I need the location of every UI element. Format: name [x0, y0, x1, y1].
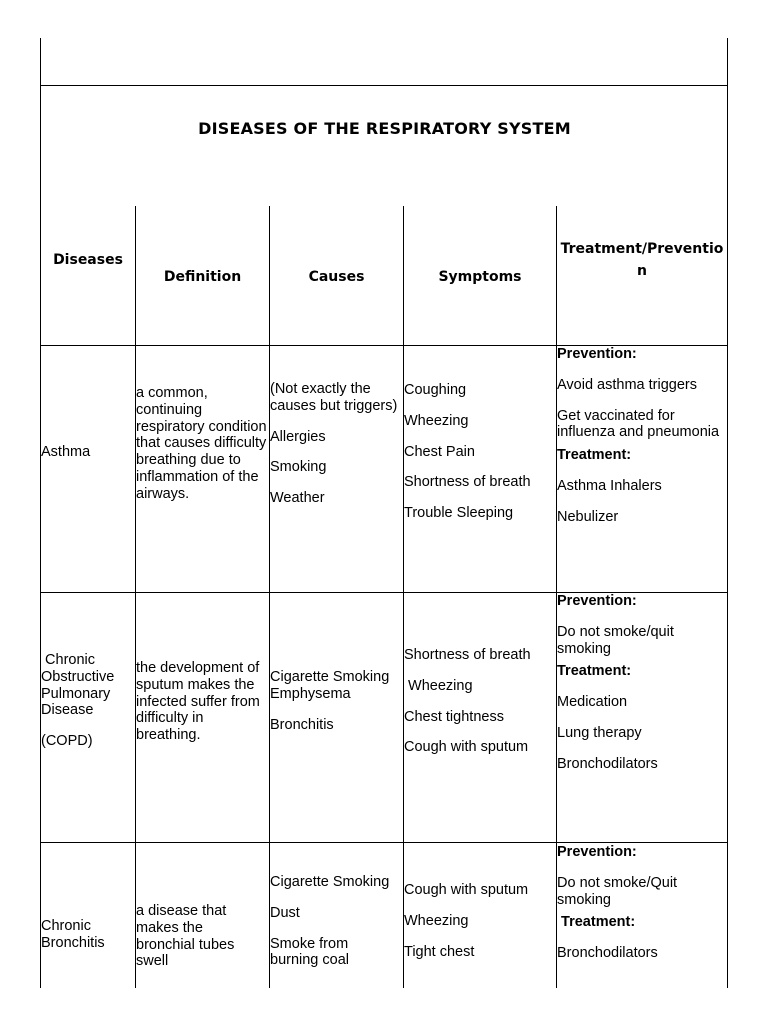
treatment-item: Asthma Inhalers [557, 477, 662, 494]
symptom-item: Wheezing [404, 412, 469, 429]
prevention-label: Prevention: [557, 593, 637, 609]
cause-item: Allergies [270, 428, 326, 445]
row2-disease [41, 652, 134, 750]
column-divider-3 [403, 206, 404, 988]
disease-abbreviation: (COPD) [41, 733, 93, 750]
cause-item: Weather [270, 490, 325, 507]
disease-name: Asthma [41, 444, 91, 460]
cause-item: Smoking [270, 459, 327, 476]
column-divider-1 [135, 206, 136, 988]
header-treatment-line2: n [637, 263, 647, 279]
treatment-item: Lung therapy [557, 724, 642, 741]
treatment-item: Bronchodilators [557, 755, 658, 772]
symptom-item: Chest tightness [404, 708, 504, 725]
symptom-item: Shortness of breath [404, 647, 531, 663]
symptom-item: Tight chest [404, 943, 475, 960]
header-diseases: Diseases [53, 252, 123, 268]
row-rule-2 [40, 842, 728, 843]
symptom-item: Cough with sputum [404, 739, 529, 756]
row1-causes [270, 381, 402, 507]
row3-treatment-prevention [557, 844, 727, 962]
row2-causes [270, 669, 402, 733]
symptom-item: Cough with sputum [404, 882, 529, 898]
table-top-rule [40, 85, 728, 86]
disease-name: Chronic Obstructive Pulmonary Disease [41, 652, 119, 719]
treatment-item: Bronchodilators [557, 945, 658, 962]
row2-symptoms [404, 647, 556, 756]
header-symptoms: Symptoms [438, 269, 522, 285]
cause-item: Dust [270, 904, 300, 921]
disease-name: Chronic Bronchitis [41, 918, 105, 951]
row3-definition: a disease that makes the bronchial tubes swell [136, 903, 235, 970]
header-treatment-prevention [557, 238, 727, 282]
page-title: DISEASES OF THE RESPIRATORY SYSTEM [198, 119, 571, 138]
prevention-item: Do not smoke/Quit smoking [557, 874, 678, 908]
header-causes: Causes [308, 269, 365, 285]
symptom-item: Coughing [404, 382, 467, 398]
row3-symptoms [404, 882, 556, 960]
table-border-left [40, 38, 41, 988]
header-definition: Definition [163, 269, 242, 285]
treatment-label: Treatment: [557, 663, 632, 680]
row1-definition: a common, continuing respiratory condition that causes difficulty breathing due to inflammation of the airways. [136, 385, 267, 502]
prevention-item: Get vaccinated for influenza and pneumonia [557, 407, 720, 441]
cause-item: Cigarette Smoking [270, 874, 390, 890]
cause-item: (Not exactly the causes but triggers) [270, 381, 398, 414]
prevention-item: Avoid asthma triggers [557, 376, 697, 393]
cause-item: Smoke from burning coal [270, 935, 349, 969]
row3-causes [270, 874, 402, 969]
symptom-item: Wheezing [404, 912, 469, 929]
treatment-label: Treatment: [557, 447, 632, 464]
prevention-label: Prevention: [557, 346, 637, 362]
row3-disease [41, 918, 121, 952]
row1-symptoms [404, 382, 556, 522]
symptom-item: Shortness of breath [404, 474, 531, 491]
prevention-item: Do not smoke/quit smoking [557, 623, 674, 657]
treatment-item: Medication [557, 694, 628, 711]
row1-treatment-prevention [557, 346, 729, 526]
treatment-label: Treatment: [557, 914, 636, 931]
row1-disease [41, 444, 134, 461]
header-treatment-line1: Treatment/Preventio [560, 241, 724, 257]
symptom-item: Chest Pain [404, 443, 475, 460]
cause-item: Cigarette Smoking Emphysema [270, 669, 390, 702]
column-divider-2 [269, 206, 270, 988]
treatment-item: Nebulizer [557, 508, 619, 525]
symptom-item: Trouble Sleeping [404, 505, 514, 522]
row2-treatment-prevention [557, 593, 727, 773]
cause-item: Bronchitis [270, 716, 334, 733]
row2-definition: the development of sputum makes the infected suffer from difficulty in breathing. [136, 660, 260, 744]
symptom-item: Wheezing [404, 677, 473, 694]
prevention-label: Prevention: [557, 844, 637, 860]
